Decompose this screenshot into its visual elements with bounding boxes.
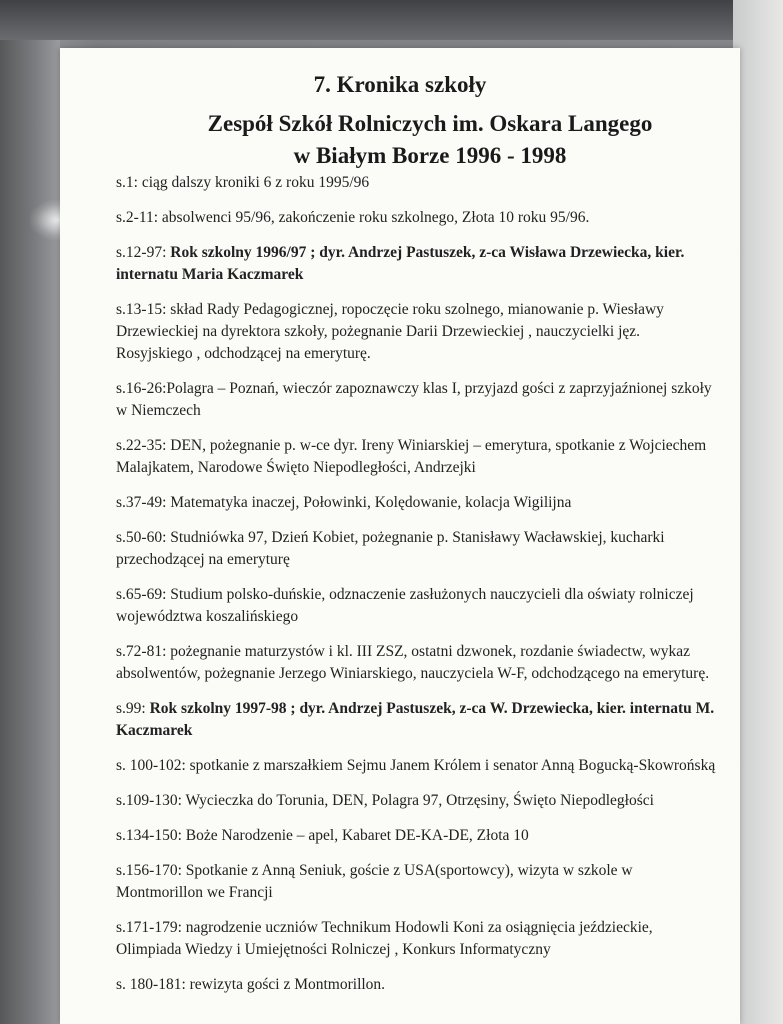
chronicle-entry: s.13-15: skład Rady Pedagogicznej, ropoczęcie roku szolnego, mianowanie p. Wiesławy Drzewieckiej na dyrektora szkoły, pożegnanie Darii Drzewieckiej , nauczycielki jęz. Rosyjskiego , odchodzącej na emeryturę.: [116, 301, 664, 362]
chronicle-entry: s.50-60: Studniówka 97, Dzień Kobiet, pożegnanie p. Stanisławy Wacławskiej, kucharki przechodzącej na emeryturę: [116, 529, 665, 568]
scan-right-edge: [733, 0, 783, 1024]
document-subtitle: [200, 108, 660, 172]
chronicle-entry: s.37-49: Matematyka inaczej, Połowinki, Kolędowanie, kolacja Wigilijna: [116, 494, 572, 511]
scan-top-shadow: [0, 0, 783, 40]
chronicle-entry: s.171-179: nagrodzenie uczniów Technikum Hodowli Koni za osiągnięcia jeździeckie, Olimpiada Wiedzy i Umiejętności Rolniczej , Konkurs Informatyczny: [116, 919, 653, 958]
subtitle-line-1: Zespół Szkół Rolniczych im. Oskara Langego: [207, 111, 653, 136]
entry-page-ref: s.12-97:: [116, 244, 171, 261]
chronicle-entry: s.16-26:Polagra – Poznań, wieczór zapoznawczy klas I, przyjazd gości z zaprzyjaźnionej szkoły w Niemczech: [116, 380, 712, 419]
chronicle-entry: s. 180-181: rewizyta gości z Montmorillon.: [116, 976, 386, 993]
chronicle-entry: [116, 698, 716, 742]
document-title: 7. Kronika szkoły: [313, 72, 487, 97]
chronicle-entry: s.1: ciąg dalszy kroniki 6 z roku 1995/96: [116, 174, 370, 191]
entry-school-year-heading: Rok szkolny 1996/97 ; dyr. Andrzej Pastuszek, z-ca Wisława Drzewiecka, kier. internatu Maria Kaczmarek: [116, 244, 685, 283]
chronicle-entry: s.72-81: pożegnanie maturzystów i kl. III ZSZ, ostatni dzwonek, rozdanie świadectw, wykaz absolwentów, pożegnanie Jerzego Winiarskiego, nauczyciela W-F, odchodzącego na emeryturę.: [116, 643, 710, 682]
chronicle-entry: s.65-69: Studium polsko-duńskie, odznaczenie zasłużonych nauczycieli dla oświaty rolniczej województwa koszalińskiego: [116, 586, 694, 625]
chronicle-entry: s. 100-102: spotkanie z marszałkiem Sejmu Janem Królem i senator Anną Bogucką-Skowrońską: [116, 757, 716, 774]
entry-page-ref: s.99:: [116, 700, 150, 717]
subtitle-line-2: w Białym Borze 1996 - 1998: [293, 143, 567, 168]
chronicle-entries: [116, 172, 716, 1009]
chronicle-entry: s.156-170: Spotkanie z Anną Seniuk, goście z USA(sportowcy), wizyta w szkole w Montmorillon we Francji: [116, 862, 633, 901]
chronicle-entry: s.134-150: Boże Narodzenie – apel, Kabaret DE-KA-DE, Złota 10: [116, 827, 529, 844]
chronicle-entry: s.109-130: Wycieczka do Torunia, DEN, Polagra 97, Otrzęsiny, Święto Niepodległości: [116, 792, 654, 809]
chronicle-entry: [116, 242, 716, 286]
document-page: [60, 48, 740, 1024]
chronicle-entry: s.2-11: absolwenci 95/96, zakończenie roku szkolnego, Złota 10 roku 95/96.: [116, 209, 590, 226]
scan-left-edge: [0, 40, 60, 1024]
chronicle-entry: s.22-35: DEN, pożegnanie p. w-ce dyr. Ireny Winiarskiej – emerytura, spotkanie z Wojciechem Malajkatem, Narodowe Święto Niepodległości, Andrzejki: [116, 437, 707, 476]
entry-school-year-heading: Rok szkolny 1997-98 ; dyr. Andrzej Pastuszek, z-ca W. Drzewiecka, kier. internatu M. Kaczmarek: [116, 700, 715, 739]
